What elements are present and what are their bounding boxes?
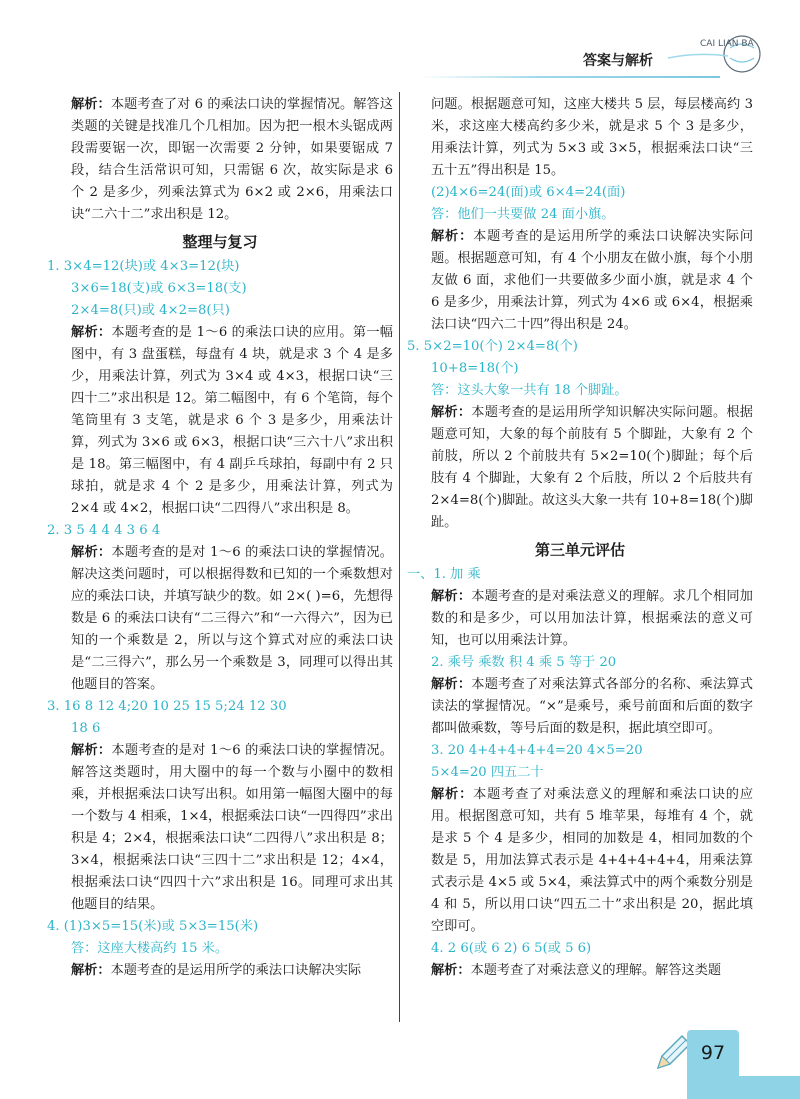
- q4-analysis-cont: 问题。根据题意可知，这座大楼共 5 层，每层楼高约 3 米，求这座大楼高约多少米，就是求 5 个 3 是多少，用乘法计算，列式为 5×3 或 3×5，根据乘法口诀“三五十五”得出积是 15。: [431, 97, 753, 178]
- s3-answer-line-1: 3. 20 4+4+4+4+4=20 4×5=20: [431, 743, 643, 758]
- page-header: [0, 0, 800, 90]
- analysis-label: 解析：: [431, 677, 472, 692]
- analysis-label: 解析：: [431, 229, 474, 244]
- analysis-label: 解析：: [431, 963, 471, 978]
- s4-analysis: 解析：本题考查了对乘法意义的理解。解答这类题: [431, 963, 722, 978]
- section-title-review: 整理与复习: [182, 233, 258, 251]
- q1-answer-line-3: 2×4=8(只)或 4×2=8(只): [71, 303, 230, 318]
- s3-analysis: 解析：本题考查了对乘法意义的理解和乘法口诀的应用。根据图意可知，共有 5 堆苹果，每堆有 4 个，就是求 5 个 4 是多少，相同的加数是 4，相同加数的个数是 5，用加法算式表示是 4+4+4+4+4，用乘法算式表示是 4×5 或 5×4，乘法算式中的两个乘数分别是 4 和 5，所以用口诀“四五二十”求出积是 20，据此填空即可。: [431, 787, 754, 934]
- analysis-label: 解析：: [431, 589, 472, 604]
- page-number: 97: [687, 1030, 739, 1076]
- q4-answer-line-1: 4. (1)3×5=15(米)或 5×3=15(米): [47, 919, 259, 934]
- left-column: [47, 94, 393, 982]
- analysis-label: 解析：: [71, 325, 112, 340]
- q3-answer-line-2: 18 6: [71, 721, 101, 736]
- q4-answer-line-2: 答：这座大楼高约 15 米。: [71, 941, 229, 956]
- q4-2-analysis: 解析：本题考查的是运用所学的乘法口诀解决实际问题。根据题意可知，有 4 个小朋友在做小旗，每个小朋友做 6 面，求他们一共要做多少面小旗，就是求 4 个 6 是多少，用乘法计算，列式为 4×6 或 6×4，根据乘法口诀“四六二十四”得出积是 24。: [431, 229, 754, 332]
- q3-answer-line-1: 3. 16 8 12 4;20 10 25 15 5;24 12 30: [47, 699, 287, 714]
- column-divider: [399, 92, 400, 1022]
- q1-answer-line-2: 3×6=18(支)或 6×3=18(支): [71, 281, 247, 296]
- s2-answer: 2. 乘号 乘数 积 4 乘 5 等于 20: [431, 655, 617, 670]
- right-column: [407, 94, 753, 982]
- s1-analysis: 解析：本题考查的是对乘法意义的理解。求几个相同加数的和是多少，可以用加法计算，根据乘法的意义可知，也可以用乘法计算。: [431, 589, 753, 648]
- s3-answer-line-2: 5×4=20 四五二十: [431, 765, 544, 780]
- q2-analysis: 解析：本题考查的是对 1～6 的乘法口诀的掌握情况。解决这类问题时，可以根据得数和已知的一个乘数想对应的乘法口诀，并填写缺少的数。如 2×( )=6，先想得数是 6 的乘法口诀有“二三得六”和“一六得六”，因为已知的一个乘数是 2，所以与这个算式对应的乘法口诀是“二三得六”，那么另一个乘数是 3，同理可以得出其他题目的答案。: [71, 545, 393, 692]
- logo-text: CAI LIAN BA: [700, 39, 754, 49]
- q4-2-answer-line-1: (2)4×6=24(面)或 6×4=24(面): [431, 185, 626, 200]
- section-title-unit3: 第三单元评估: [534, 541, 625, 559]
- s4-answer: 4. 2 6(或 6 2) 6 5(或 5 6): [431, 941, 592, 956]
- q5-answer-line-3: 答：这头大象一共有 18 个脚趾。: [431, 383, 628, 398]
- q3-analysis: 解析：本题考查的是对 1～6 的乘法口诀的掌握情况。解答这类题时，用大圈中的每一个数与小圈中的数相乘，并根据乘法口诀写出积。如用第一幅图大圈中的每一个数与 4 相乘，1×4，根据乘法口诀“一四得四”求出积是 4；2×4，根据乘法口诀“二四得八”求出积是 8；3×4，根据乘法口诀“三四十二”求出积是 12；4×4，根据乘法口诀“四四十六”求出积是 16。同理可求出其他题目的结果。: [71, 743, 393, 912]
- analysis-label: 解析：: [71, 97, 111, 112]
- s1-answer: 一、1. 加 乘: [407, 567, 481, 582]
- q4-analysis-start: 解析：本题考查的是运用所学的乘法口诀解决实际: [71, 963, 362, 978]
- header-title: 答案与解析: [583, 53, 653, 69]
- q5-answer-line-1: 5. 5×2=10(个) 2×4=8(个): [407, 339, 578, 354]
- intro-analysis: 解析：本题考查了对 6 的乘法口诀的掌握情况。解答这类题的关键是找准几个几相加。因为把一根木头锯成两段需要锯一次，即锯一次需要 2 分钟，如果要锯成 7 段，结合生活常识可知，只需锯 6 次，故实际是求 6 个 2 是多少，列乘法算式为 6×2 或 2×6，用乘法口诀“二六十二”求出积是 12。: [71, 97, 394, 222]
- analysis-label: 解析：: [71, 963, 111, 978]
- q5-analysis: 解析：本题考查的是运用所学知识解决实际问题。根据题意可知，大象的每个前肢有 5 个脚趾，大象有 2 个前肢，所以 2 个前肢共有 5×2=10(个)脚趾；每个后肢有 4 个脚趾，大象有 2 个后肢，所以 2 个后肢共有 2×4=8(个)脚趾。故这头大象一共有 10+8=18(个)脚趾。: [431, 405, 753, 530]
- q1-analysis: 解析：本题考查的是 1～6 的乘法口诀的应用。第一幅图中，有 3 盘蛋糕，每盘有 4 块，就是求 3 个 4 是多少，用乘法计算，列式为 3×4 或 4×3，根据口诀“三四十二”求出积是 12。第二幅图中，有 6 个笔筒，每个笔筒里有 3 支笔，就是求 6 个 3 是多少，用乘法计算，列式为 3×6 或 6×3，根据口诀“三六十八”求出积是 18。第三幅图中，有 4 副乒乓球拍，每副中有 2 只球拍，就是求 4 个 2 是多少，用乘法计算，列式为 2×4 或 4×2，根据口诀“二四得八”求出积是 8。: [71, 325, 393, 516]
- q5-answer-line-2: 10+8=18(个): [431, 361, 519, 376]
- analysis-label: 解析：: [431, 405, 472, 420]
- q4-2-answer-line-2: 答：他们一共要做 24 面小旗。: [431, 207, 615, 222]
- q1-answer-line-1: 1. 3×4=12(块)或 4×3=12(块): [47, 259, 240, 274]
- s2-analysis: 解析：本题考查了对乘法算式各部分的名称、乘法算式读法的掌握情况。“×”是乘号，乘号前面和后面的数字都叫做乘数，等号后面的数是积，据此填空即可。: [431, 677, 753, 736]
- analysis-label: 解析：: [71, 743, 112, 758]
- footer-stripe: [687, 1076, 800, 1099]
- analysis-label: 解析：: [431, 787, 474, 802]
- q2-answer: 2. 3 5 4 4 4 3 6 4: [47, 523, 161, 538]
- cailianba-logo-icon: [660, 18, 770, 88]
- analysis-label: 解析：: [71, 545, 112, 560]
